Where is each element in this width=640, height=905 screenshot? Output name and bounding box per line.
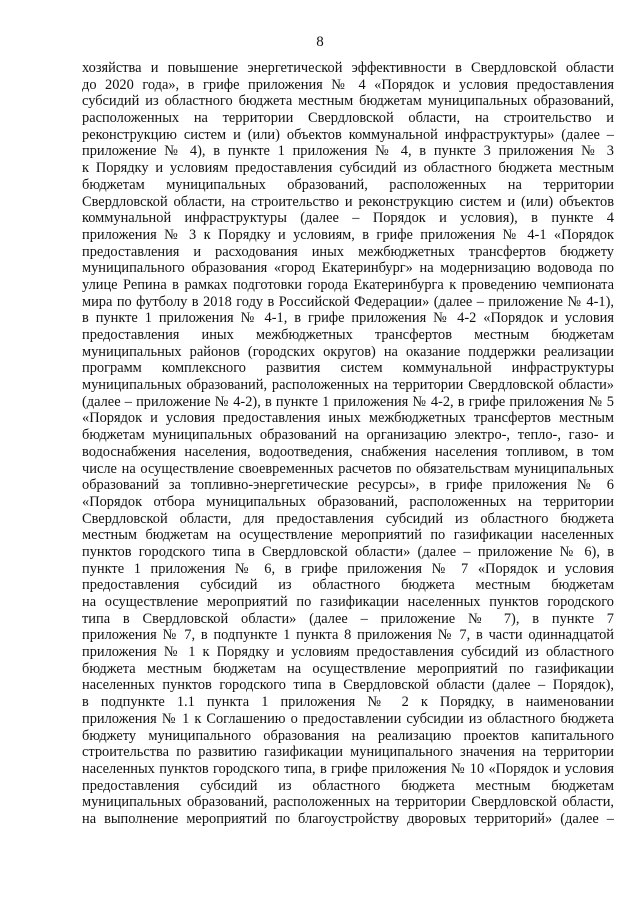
- text-line: до 2020 года», в грифе приложения № 4 «Порядок и условия предоставления: [82, 76, 614, 93]
- text-line: к Порядку и условиям предоставления субсидий из областного бюджета местным: [82, 160, 614, 177]
- text-line: Свердловской области, на строительство и реконструкцию систем и (или) объектов: [82, 193, 614, 210]
- text-line: Свердловской области, для предоставления субсидий из областного бюджета: [82, 510, 614, 527]
- text-line: бюджету муниципального образования на реализацию проектов капитального: [82, 727, 614, 744]
- body-text: [82, 60, 614, 828]
- text-line: коммунальной инфраструктуры (далее – Порядок и условия), в пункте 4: [82, 210, 614, 227]
- text-line: на осуществление мероприятий по газификации населенных пунктов городского: [82, 594, 614, 610]
- text-line: приложения № 3 к Порядку и условиям, в грифе приложения № 4-1 «Порядок: [82, 226, 614, 243]
- text-line: пунктов городского типа в Свердловской области» (далее – приложение № 6), в: [82, 543, 614, 560]
- text-line: «Порядок и условия предоставления иных межбюджетных трансфертов местным: [82, 410, 614, 427]
- text-line: расположенных на территории Свердловской области, на строительство и: [82, 110, 614, 127]
- text-line: мира по футболу в 2018 году в Российской Федерации» (далее – приложение № 4-1),: [82, 293, 614, 310]
- text-line: (далее – приложение № 4-2), в пункте 1 приложения № 4-2, в грифе приложения № 5: [82, 393, 614, 410]
- text-line: приложения № 1 к Соглашению о предоставлении субсидии из областного бюджета: [82, 710, 614, 727]
- text-line: реконструкцию систем и (или) объектов коммунальной инфраструктуры» (далее –: [82, 126, 614, 143]
- text-line: муниципальных образований, расположенных на территории Свердловской области,: [82, 794, 614, 811]
- text-line: местным бюджетам на осуществление мероприятий по газификации населенных: [82, 527, 614, 544]
- text-line: образований за топливно-энергетические ресурсы», в грифе приложения № 6: [82, 477, 614, 494]
- text-line: бюджета местным бюджетам на осуществление мероприятий по газификации: [82, 660, 614, 677]
- text-line: населенных пунктов городского типа, в грифе приложения № 10 «Порядок и условия: [82, 760, 614, 777]
- text-line: населенных пунктов городского типа в Свердловской области (далее – Порядок),: [82, 677, 614, 694]
- text-line: хозяйства и повышение энергетической эффективности в Свердловской области: [82, 60, 614, 76]
- text-line: пункте 1 приложения № 6, в грифе приложения № 7 «Порядок и условия: [82, 560, 614, 577]
- text-line: предоставления иных межбюджетных трансфертов местным бюджетам: [82, 327, 614, 343]
- text-line: в подпункте 1.1 пункта 1 приложения № 2 к Порядку, в наименовании: [82, 694, 614, 711]
- text-line: числе на осуществление своевременных расчетов по обязательствам муниципальных: [82, 460, 614, 477]
- text-line: субсидий из областного бюджета местным бюджетам муниципальных образований,: [82, 93, 614, 110]
- text-line: бюджетам муниципальных образований, расположенных на территории: [82, 176, 614, 193]
- text-line: предоставления и расходования иных межбюджетных трансфертов бюджету: [82, 243, 614, 260]
- text-line: предоставления субсидий из областного бюджета местным бюджетам: [82, 577, 614, 594]
- text-line: программ комплексного развития систем коммунальной инфраструктуры: [82, 360, 614, 377]
- text-line: водоснабжения населения, водоотведения, снабжения населения топливом, в том: [82, 443, 614, 460]
- text-line: муниципальных образований, расположенных на территории Свердловской области»: [82, 377, 614, 394]
- text-line: предоставления субсидий из областного бюджета местным бюджетам: [82, 777, 614, 794]
- text-line: муниципального образования «город Екатеринбург» на модернизацию водовода по: [82, 260, 614, 277]
- text-line: «Порядок отбора муниципальных образований, расположенных на территории: [82, 493, 614, 510]
- text-line: на выполнение мероприятий по благоустройству дворовых территорий» (далее –: [82, 810, 614, 827]
- text-line: муниципальных районов (городских округов) на оказание поддержки реализации: [82, 343, 614, 360]
- text-line: в пункте 1 приложения № 4-1, в грифе приложения № 4-2 «Порядок и условия: [82, 310, 614, 327]
- text-line: строительства по развитию газификации муниципального значения на территории: [82, 744, 614, 761]
- text-line: бюджетам муниципальных образований на организацию электро-, тепло-, газо- и: [82, 427, 614, 444]
- text-line: приложение № 4), в пункте 1 приложения № 4, в пункте 3 приложения № 3: [82, 143, 614, 160]
- text-line: приложения № 1 к Порядку и условиям предоставления субсидий из областного: [82, 644, 614, 661]
- page-number: 8: [316, 34, 324, 50]
- text-line: улице Репина в рамках подготовки города Екатеринбурга к проведению чемпионата: [82, 276, 614, 293]
- text-line: типа в Свердловской области» (далее – приложение № 7), в пункте 7: [82, 610, 614, 627]
- text-line: приложения № 7, в подпункте 1 пункта 8 приложения № 7, в части одиннадцатой: [82, 627, 614, 644]
